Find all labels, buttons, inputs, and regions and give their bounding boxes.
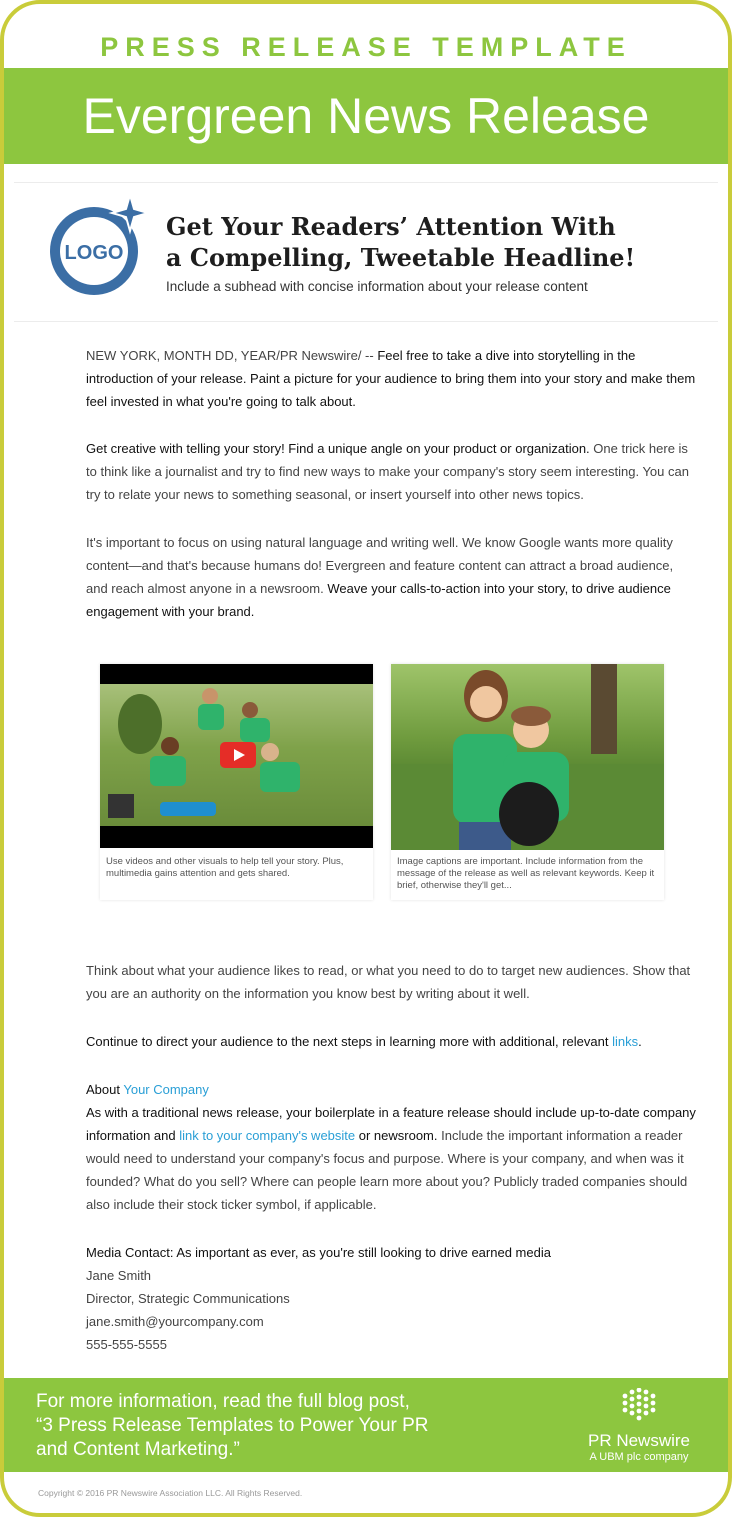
intro-text: Feel free to take a dive into storytelling in the introduction of your release. Paint a picture for your audience to bring them into your story and make them feel invested in what you're going to talk about. [86, 348, 696, 409]
footer-line-1: For more information, read the full blog post, [36, 1391, 410, 1412]
paragraph-next-steps [86, 1030, 698, 1053]
creative-lead: Get creative with telling your story! Find a unique angle on your product or organization. [86, 441, 590, 456]
video-caption: Use videos and other visuals to help tell your story. Plus, multimedia gains attention and gets shared. [106, 856, 344, 879]
boilerplate-start: As with a traditional news release, your boilerplate in a feature release should include up-to-date company information and [86, 1105, 696, 1143]
headline [166, 211, 706, 273]
headline-line-1: Get Your Readers’ Attention With [166, 212, 616, 241]
footer-line-2: “3 Press Release Templates to Power Your PR [36, 1415, 429, 1436]
title-banner [4, 68, 728, 164]
template-label: PRESS RELEASE TEMPLATE [100, 32, 632, 62]
video-player[interactable] [100, 664, 373, 848]
about-section [86, 1078, 698, 1216]
logo-badge-icon [44, 195, 150, 301]
creative-rest: One trick here is to think like a journalist and try to find new ways to make your company's story seem interesting. You can try to relate your news to something seasonal, or insert yourself into other news topics. [86, 441, 689, 502]
pr-newswire-dots-icon [619, 1388, 659, 1422]
footer-line-3: and Content Marketing.” [36, 1439, 240, 1460]
pr-newswire-logo [574, 1388, 704, 1463]
image-caption: Image captions are important. Include information from the message of the release as well as relevant keywords. Keep it brief, otherwise they'll get... [397, 856, 655, 891]
contact-name: Jane Smith [86, 1268, 152, 1283]
next-steps-text: Continue to direct your audience to the next steps in learning more with additional, relevant [86, 1034, 613, 1049]
boilerplate-mid: or newsroom. [355, 1128, 438, 1143]
contact-email[interactable]: jane.smith@yourcompany.com [86, 1314, 264, 1329]
play-icon[interactable] [220, 742, 256, 768]
cta-text: Weave your calls-to-action into your story, to drive audience engagement with your brand. [86, 581, 671, 619]
paragraph-creative [86, 437, 698, 506]
footer-banner [4, 1378, 728, 1472]
links-link[interactable]: links [612, 1034, 639, 1049]
next-steps-end: . [638, 1034, 642, 1049]
company-website-link[interactable]: link to your company's website [179, 1128, 356, 1143]
about-heading [86, 1078, 698, 1101]
banner-title: Evergreen News Release [82, 88, 650, 144]
paragraph-language [86, 531, 698, 623]
photo-children-cleanup [391, 664, 664, 850]
logo-text: LOGO [64, 242, 124, 264]
contact-heading: Media Contact: As important as ever, as you're still looking to drive earned media [86, 1245, 551, 1260]
dateline: NEW YORK, MONTH DD, YEAR/PR Newswire/ -- [86, 348, 378, 363]
copyright: Copyright © 2016 PR Newswire Association LLC. All Rights Reserved. [38, 1488, 303, 1498]
language-text: It's important to focus on using natural language and writing well. We know Google wants more quality content—and that's because humans do! Evergreen and feature content can attract a broad audience, and reach almost anyone in a newsroom. [86, 535, 674, 596]
video-card [100, 664, 373, 900]
contact-phone: 555-555-5555 [86, 1337, 167, 1352]
headline-block [14, 182, 718, 322]
pr-newswire-sub: A UBM plc company [589, 1451, 689, 1463]
your-company-link[interactable]: Your Company [123, 1082, 209, 1097]
contact-title: Director, Strategic Communications [86, 1291, 290, 1306]
media-contact [86, 1241, 698, 1356]
pr-newswire-name: PR Newswire [587, 1431, 691, 1450]
image-card [391, 664, 664, 900]
footer-cta[interactable] [36, 1390, 456, 1462]
boilerplate [86, 1101, 698, 1216]
subhead: Include a subhead with concise information about your release content [166, 279, 588, 294]
paragraph-intro [86, 344, 698, 413]
boilerplate-rest: Include the important information a reader would need to understand your company's focus and purpose. Where is your company, and when was it founded? What do you sell? Where can people learn more about you? Publicly traded companies should also include their stock ticker symbol, if applicable. [86, 1128, 688, 1212]
paragraph-audience: Think about what your audience likes to read, or what you need to do to target new audiences. Show that you are an authority on the information you know best by writing about it well. [86, 963, 691, 1001]
about-label: About [86, 1082, 124, 1097]
headline-line-2: a Compelling, Tweetable Headline! [166, 243, 636, 272]
